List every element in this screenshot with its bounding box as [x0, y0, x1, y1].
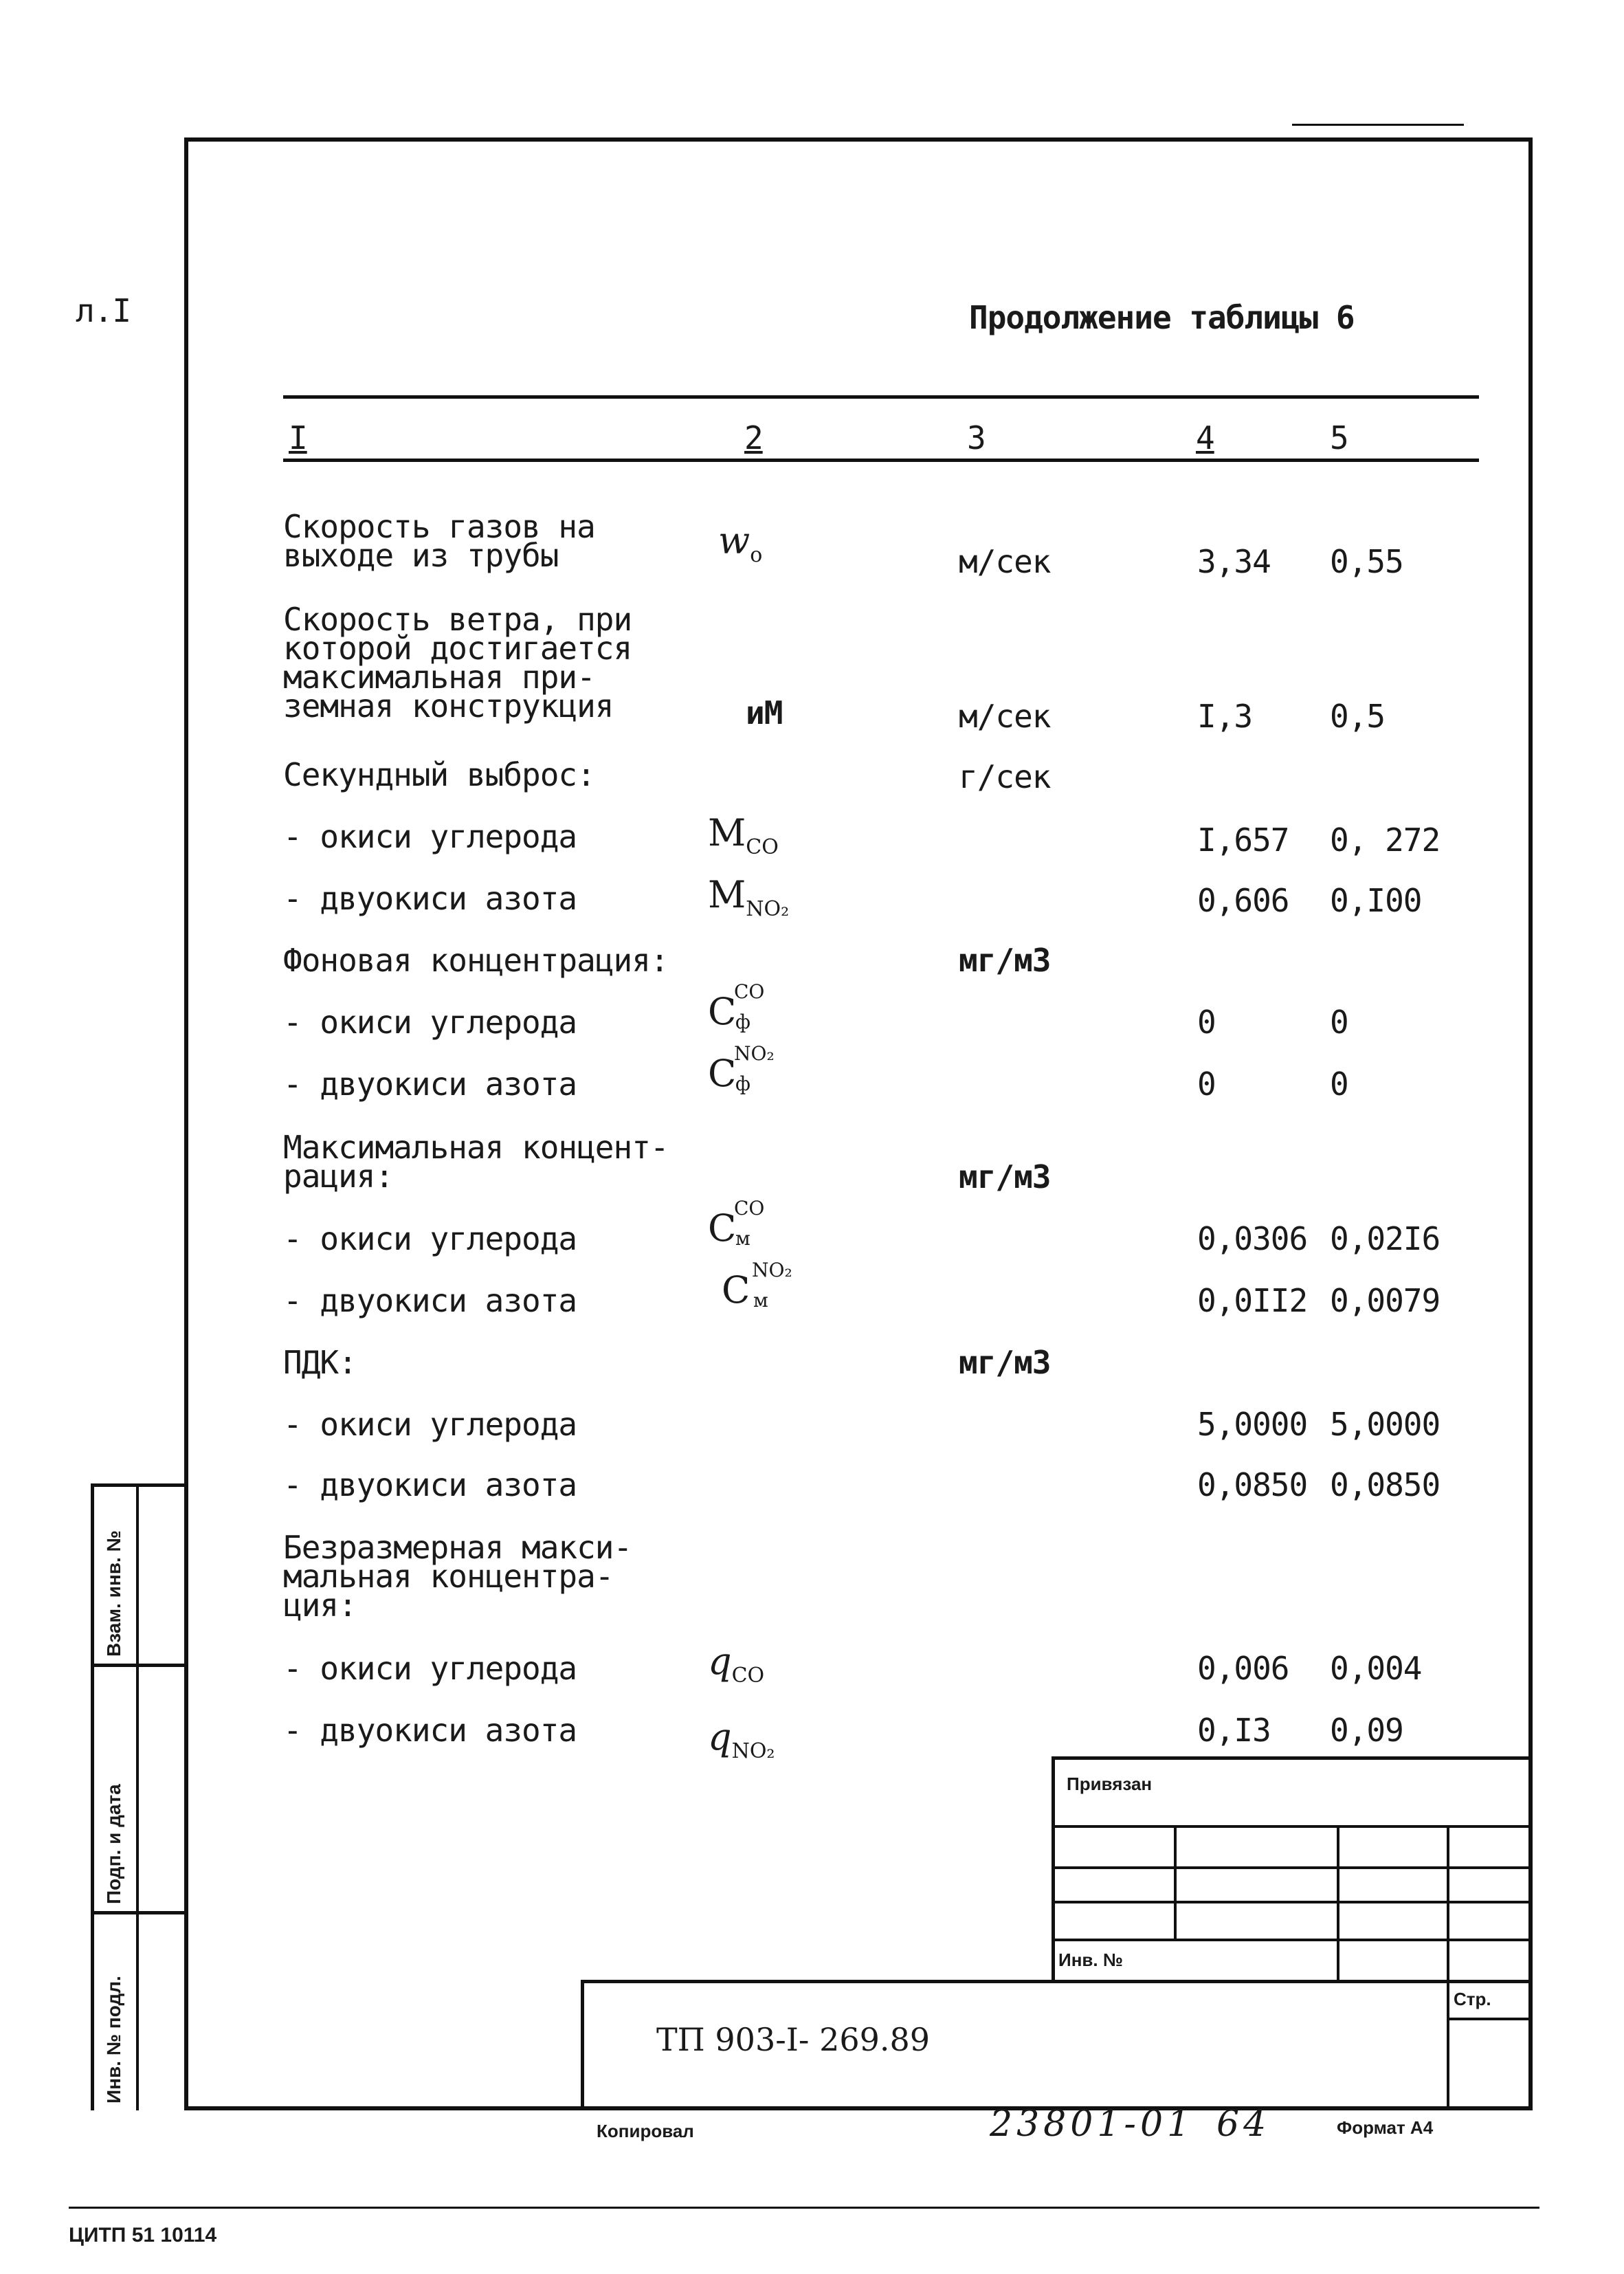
row-unit: мг/м3	[959, 1344, 1051, 1381]
stamp-line	[1052, 1756, 1055, 1983]
column-header: I	[289, 419, 307, 456]
footer-printer: ЦИТП 51 10114	[69, 2224, 217, 2247]
row-label: - двуокиси азота	[283, 880, 577, 917]
row-label: Скорость газов на выходе из трубы	[283, 508, 595, 574]
symbol-m-co: $M_{CO}$	[708, 811, 779, 859]
row-value-4: 0	[1197, 1066, 1216, 1103]
row-label: Безразмерная макси- мальная концентра- ция:	[283, 1529, 632, 1624]
footer-page: 64	[1216, 2104, 1271, 2145]
row-unit: мг/м3	[959, 1158, 1051, 1195]
row-label: Фоновая концентрация:	[283, 942, 669, 979]
row-value-5: 0,0850	[1330, 1466, 1441, 1503]
row-value-4: 0,I3	[1197, 1712, 1271, 1749]
row-value-4: 0,606	[1197, 882, 1289, 919]
row-value-5: 0,0079	[1330, 1282, 1441, 1319]
symbol-c-m-co: C CO м	[708, 1197, 765, 1250]
side-stamp-inner	[136, 1483, 139, 2110]
symbol-q-co: $q_{CO}$	[708, 1640, 765, 1688]
row-label: Секундный выброс:	[283, 756, 595, 793]
frame-top-tab	[1292, 124, 1464, 126]
row-value-5: 0,09	[1330, 1712, 1403, 1749]
row-label: - двуокиси азота	[283, 1066, 577, 1103]
row-value-5: 5,0000	[1330, 1406, 1441, 1443]
stamp-line	[1052, 1756, 1533, 1760]
side-label: Инв. № подл.	[103, 1976, 124, 2104]
stamp-bound-label: Привязан	[1067, 1774, 1153, 1794]
footer-number: 23801-01	[990, 2104, 1194, 2145]
header-rule-bottom	[283, 459, 1479, 462]
row-value-4: 3,34	[1197, 543, 1271, 580]
row-label: - окиси углерода	[283, 1650, 577, 1687]
row-value-4: 0	[1197, 1004, 1216, 1041]
row-value-5: 0, 272	[1330, 821, 1441, 859]
row-label: - двуокиси азота	[283, 1282, 577, 1319]
row-unit: г/сек	[959, 758, 1051, 795]
stamp-line	[1052, 1825, 1533, 1828]
row-symbol: иМ	[746, 694, 783, 731]
table-caption: Продолжение таблицы 6	[969, 299, 1355, 336]
row-value-4: 0,0850	[1197, 1466, 1308, 1503]
sheet-mark: л.I	[76, 292, 131, 329]
stamp-line	[1337, 1825, 1339, 1983]
side-label: Взам. инв. №	[103, 1530, 124, 1657]
row-label: - окиси углерода	[283, 1220, 577, 1257]
row-value-5: 0	[1330, 1066, 1348, 1103]
stamp-line	[1052, 1939, 1533, 1941]
row-label: - двуокиси азота	[283, 1712, 577, 1749]
row-label: - окиси углерода	[283, 1004, 577, 1041]
symbol-q-no2: $q_{NO_2}$	[708, 1715, 775, 1763]
row-label: - двуокиси азота	[283, 1466, 577, 1503]
row-value-5: 0,004	[1330, 1650, 1422, 1687]
doc-code: ТП 903-I- 269.89	[656, 2021, 931, 2058]
row-unit: мг/м3	[959, 942, 1051, 979]
row-value-4: 0,006	[1197, 1650, 1289, 1687]
stamp-line	[1052, 1866, 1533, 1869]
stamp-line	[581, 1980, 1533, 1983]
row-value-5: 0,5	[1330, 698, 1386, 735]
symbol-c-m-no2: C NO₂ м	[722, 1259, 792, 1312]
row-value-4: 0,0306	[1197, 1220, 1308, 1257]
row-unit: м/сек	[959, 543, 1051, 580]
row-value-5: 0,02I6	[1330, 1220, 1441, 1257]
row-value-4: 0,0II2	[1197, 1282, 1308, 1319]
row-value-4: 5,0000	[1197, 1406, 1308, 1443]
stamp-page-label: Стр.	[1454, 1989, 1491, 2009]
side-label: Подп. и дата	[103, 1784, 124, 1904]
stamp-line	[1447, 2018, 1533, 2020]
column-header: 3	[967, 419, 986, 456]
row-label: Максимальная концент- рация:	[283, 1129, 669, 1195]
stamp-line	[1174, 1825, 1177, 1939]
row-label: Скорость ветра, при которой достигается максимальная при- земная конструкция	[283, 601, 632, 725]
column-header: 4	[1196, 419, 1214, 456]
stamp-line	[1447, 1825, 1449, 2110]
column-header: 2	[744, 419, 763, 456]
header-rule-top	[283, 395, 1479, 399]
side-stamp-outer-left	[91, 1483, 94, 2110]
symbol-m-no2: $M_{NO_2}$	[708, 873, 790, 921]
stamp-line	[581, 1980, 584, 2110]
row-value-5: 0,55	[1330, 543, 1403, 580]
row-value-5: 0,I00	[1330, 882, 1422, 919]
footer-format: Формат А4	[1337, 2117, 1434, 2138]
footer-rule	[69, 2207, 1539, 2209]
row-value-4: I,657	[1197, 821, 1289, 859]
symbol-c-phi-no2: C NO₂ ф	[708, 1042, 775, 1095]
symbol-c-phi-co: C CO ф	[708, 980, 765, 1033]
symbol-w0: $w_o$	[718, 519, 763, 567]
row-label: - окиси углерода	[283, 818, 577, 855]
row-label: ПДК:	[283, 1344, 357, 1381]
row-value-4: I,3	[1197, 698, 1253, 735]
footer-copied: Копировал	[597, 2121, 694, 2141]
row-label: - окиси углерода	[283, 1406, 577, 1443]
row-value-5: 0	[1330, 1004, 1348, 1041]
row-unit: м/сек	[959, 698, 1051, 735]
stamp-line	[1052, 1901, 1533, 1903]
column-header: 5	[1330, 419, 1348, 456]
stamp-inv-label: Инв. №	[1058, 1950, 1123, 1970]
